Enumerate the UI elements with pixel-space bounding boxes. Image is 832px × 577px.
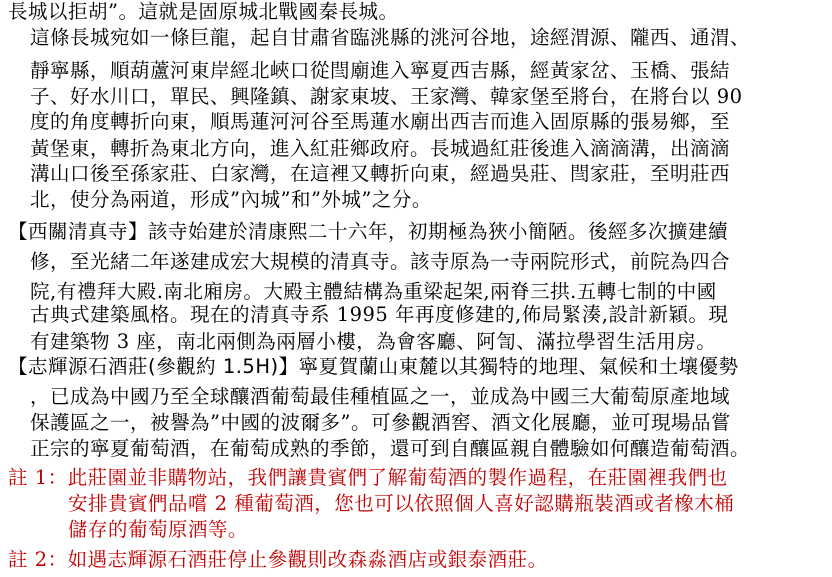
paragraph-line: 北，使分為兩道，形成”內城”和”外城”之分。 (30, 188, 432, 211)
note-1-label: 註 1： (8, 466, 68, 489)
heading-close-bracket: 】 (128, 220, 149, 243)
note-1-text: 此莊園並非購物站，我們讓貴賓們了解葡萄酒的製作過程，在莊園裡我們也 (67, 466, 728, 489)
note-2-text: 如遇志輝源石酒莊停止參觀則改森淼酒店或銀泰酒莊。 (67, 548, 548, 571)
winery-title: 志輝源石酒莊(參觀約 1.5H) (28, 355, 279, 378)
mosque-first-line: 該寺始建於清康熙二十六年，初期極為狹小簡陋。後經多次擴建續 (148, 220, 729, 243)
winery-line: 保護區之一，被譽為”中國的波爾多”。可參觀酒窖、酒文化展廳，並可現場品嘗 (30, 411, 731, 434)
note-2-label: 註 2： (8, 548, 68, 571)
mosque-heading-line (8, 220, 728, 244)
heading-open-bracket: 【 (8, 220, 29, 243)
paragraph-line: 這條長城宛如一條巨龍，起自甘肅省臨洮縣的洮河谷地，途經渭源、隴西、通渭、 (30, 26, 751, 49)
winery-line: ，已成為中國乃至全球釀酒葡萄最佳種植區之一，並成為中國三大葡萄原產地域 (30, 385, 731, 408)
paragraph-line: 溝山口後至孫家莊、白家灣，在這裡又轉折向東，經過吳莊、閆家莊，至明莊西 (30, 162, 731, 185)
winery-line: 正宗的寧夏葡萄酒，在葡萄成熟的季節，還可到自釀區親自體驗如何釀造葡萄酒。 (30, 437, 751, 460)
paragraph-line: 長城以拒胡”。這就是固原城北戰國秦長城。 (8, 0, 399, 23)
paragraph-line: 子、好水川口，單民、興隆鎮、謝家東坡、王家灣、韓家堡至將台，在將台以 90 (30, 85, 743, 108)
paragraph-line: 黃堡東，轉折為東北方向，進入紅莊鄉政府。長城過紅莊後進入滴滴溝，出滴滴 (30, 137, 731, 160)
winery-heading-line (8, 355, 739, 379)
mosque-line: 修，至光緒二年遂建成宏大規模的清真寺。該寺原為一寺兩院形式，前院為四合 (30, 250, 731, 273)
note-1-continuation: 安排貴賓們品嚐 2 種葡萄酒，您也可以依照個人喜好認購瓶裝酒或者橡木桶 (68, 492, 735, 515)
note-1-line (8, 466, 728, 490)
paragraph-line: 度的角度轉折向東，順馬蓮河河谷至馬蓮水廟出西吉而進入固原縣的張易鄉，至 (30, 110, 731, 133)
paragraph-line: 靜寧縣，順葫蘆河東岸經北峽口從閆廟進入寧夏西吉縣，經黃家岔、玉橋、張結 (30, 59, 731, 82)
mosque-line: 古典式建築風格。現在的清真寺系 1995 年再度修建的,佈局緊湊,設計新穎。現 (30, 303, 729, 326)
heading-close-bracket: 】 (278, 355, 299, 378)
winery-first-line: 寧夏賀蘭山東麓以其獨特的地理、氣候和土壤優勢 (298, 355, 739, 378)
mosque-line: 有建築物 3 座，南北兩側為兩層小樓，為會客廳、阿訇、滿拉學習生活用房。 (30, 330, 717, 353)
heading-open-bracket: 【 (8, 355, 29, 378)
mosque-title: 西關清真寺 (28, 220, 129, 243)
mosque-line: 院,有禮拜大殿.南北廂房。大殿主體結構為重梁起架,兩脊三拱.五轉七制的中國 (30, 280, 717, 303)
note-2-line (8, 548, 548, 572)
note-1-continuation: 儲存的葡萄原酒等。 (68, 518, 249, 541)
